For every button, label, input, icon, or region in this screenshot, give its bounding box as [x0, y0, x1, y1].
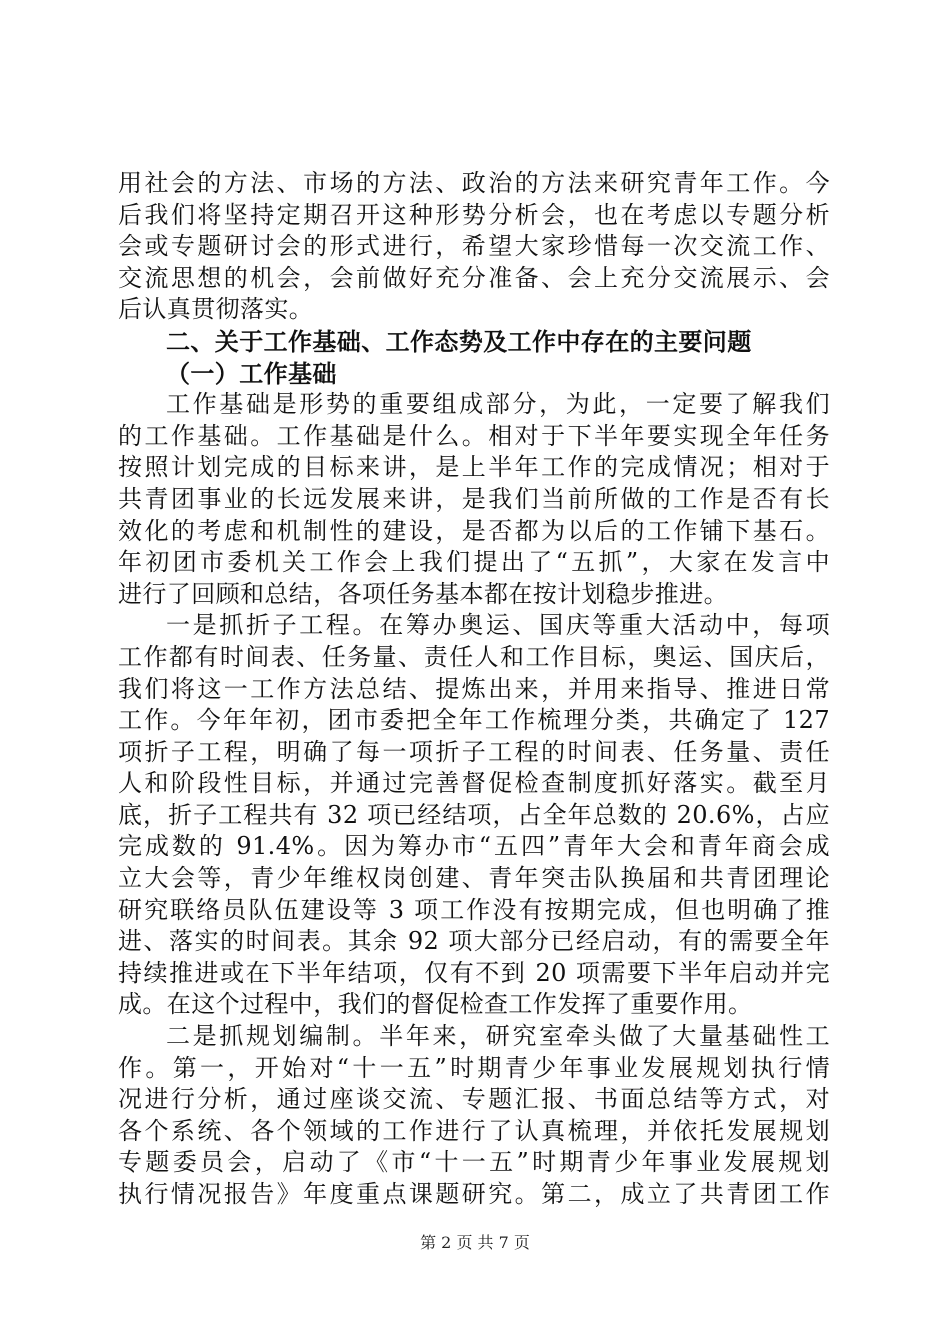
text-line: 用社会的方法、市场的方法、政治的方法来研究青年工作。今 — [118, 169, 830, 197]
text-line: 作。第一，开始对“十一五”时期青少年事业发展规划执行情 — [118, 1053, 830, 1082]
text-line: 底，折子工程共有 32 项已经结项，占全年总数的 20.6%，占应 — [118, 800, 830, 829]
section-heading: 二、关于工作基础、工作态势及工作中存在的主要问题 — [166, 326, 752, 356]
text-line: 年初团市委机关工作会上我们提出了“五抓”，大家在发言中 — [118, 548, 830, 577]
text-line: 况进行分析，通过座谈交流、专题汇报、书面总结等方式，对 — [118, 1085, 830, 1114]
text-line: 人和阶段性目标，并通过完善督促检查制度抓好落实。截至月 — [118, 769, 830, 798]
document-body — [118, 168, 830, 1211]
text-line: 进行了回顾和总结，各项任务基本都在按计划稳步推进。 — [118, 579, 728, 608]
text-line: 工作。今年年初，团市委把全年工作梳理分类，共确定了 127 — [118, 706, 830, 735]
text-line: 成。在这个过程中，我们的督促检查工作发挥了重要作用。 — [118, 990, 753, 1019]
text-line: 各个系统、各个领域的工作进行了认真梳理，并依托发展规划 — [118, 1116, 830, 1145]
text-line: 一是抓折子工程。在筹办奥运、国庆等重大活动中，每项 — [166, 611, 830, 640]
text-line: 按照计划完成的目标来讲，是上半年工作的完成情况；相对于 — [118, 453, 830, 482]
text-line: 后我们将坚持定期召开这种形势分析会，也在考虑以专题分析 — [118, 200, 830, 229]
page-number-footer: 第 2 页 共 7 页 — [420, 1233, 530, 1252]
text-line: 我们将这一工作方法总结、提炼出来，并用来指导、推进日常 — [118, 674, 830, 703]
text-line: 的工作基础。工作基础是什么。相对于下半年要实现全年任务 — [118, 421, 830, 450]
text-line: 研究联络员队伍建设等 3 项工作没有按期完成，但也明确了推 — [118, 895, 830, 924]
text-line: 工作都有时间表、任务量、责任人和工作目标，奥运、国庆后， — [118, 642, 830, 671]
text-line: 执行情况报告》年度重点课题研究。第二，成立了共青团工作 — [118, 1180, 830, 1208]
text-line: 工作基础是形势的重要组成部分，为此，一定要了解我们 — [166, 390, 830, 419]
text-line: 交流思想的机会，会前做好充分准备、会上充分交流展示、会 — [118, 263, 830, 292]
text-line: 会或专题研讨会的形式进行，希望大家珍惜每一次交流工作、 — [118, 232, 830, 261]
text-line: 持续推进或在下半年结项，仅有不到 20 项需要下半年启动并完 — [118, 958, 830, 987]
text-line: 效化的考虑和机制性的建设，是否都为以后的工作铺下基石。 — [118, 516, 830, 545]
text-line: 立大会等，青少年维权岗创建、青年突击队换届和共青团理论 — [118, 864, 830, 893]
text-line: 项折子工程，明确了每一项折子工程的时间表、任务量、责任 — [118, 737, 830, 766]
subsection-heading: （一）工作基础 — [166, 358, 337, 388]
text-line: 二是抓规划编制。半年来，研究室牵头做了大量基础性工 — [166, 1022, 830, 1051]
text-line: 完成数的 91.4%。因为筹办市“五四”青年大会和青年商会成 — [118, 832, 830, 861]
text-line: 进、落实的时间表。其余 92 项大部分已经启动，有的需要全年 — [118, 927, 830, 956]
text-line: 后认真贯彻落实。 — [118, 295, 314, 324]
text-line: 专题委员会，启动了《市“十一五”时期青少年事业发展规划 — [118, 1148, 830, 1177]
text-line: 共青团事业的长远发展来讲，是我们当前所做的工作是否有长 — [118, 484, 830, 513]
